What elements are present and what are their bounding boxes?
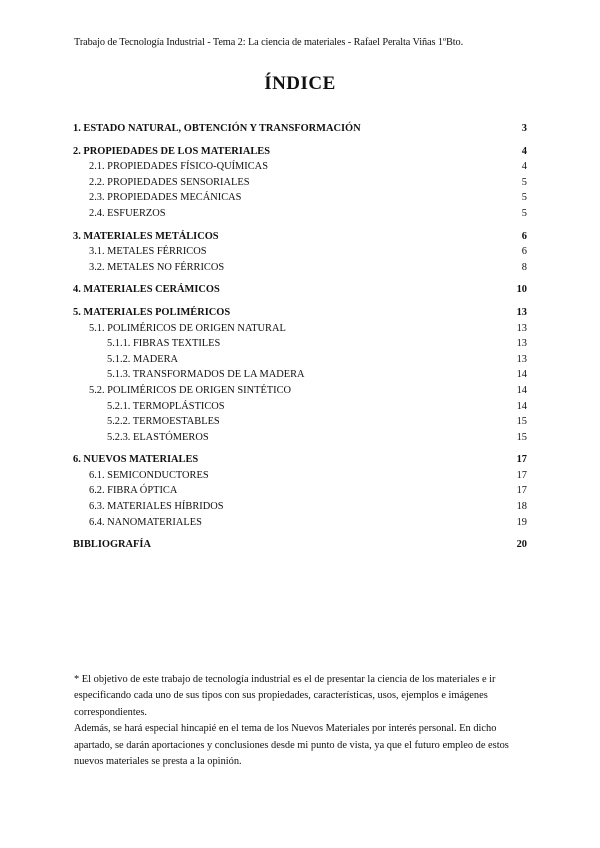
toc-entry-label: 5.1.3. TRANSFORMADOS DE LA MADERA [107, 369, 305, 381]
toc-spacer [73, 530, 527, 537]
toc-entry-label: 5.1.1. FIBRAS TEXTILES [107, 338, 221, 350]
toc-entry[interactable] [73, 206, 527, 222]
toc-entry-label: BIBLIOGRAFÍA [73, 539, 151, 551]
toc-entry-label: 6.4. NANOMATERIALES [89, 516, 202, 528]
toc-entry[interactable] [73, 229, 527, 245]
toc-entry[interactable] [73, 452, 527, 468]
notes-block [74, 672, 529, 770]
toc-entry-page-number: 19 [516, 516, 527, 528]
toc-entry-page-number: 17 [516, 469, 527, 481]
toc-entry[interactable] [73, 537, 527, 553]
page-header: Trabajo de Tecnología Industrial - Tema 2: La ciencia de materiales - Rafael Peralta Viñas 1ºBto. [74, 37, 464, 48]
toc-entry[interactable] [73, 352, 527, 368]
toc-entry[interactable] [73, 499, 527, 515]
toc-entry-page-number: 13 [516, 353, 527, 365]
toc-entry-page-number: 15 [516, 416, 527, 428]
toc-entry-page-number: 10 [516, 284, 527, 296]
toc-entry[interactable] [73, 121, 527, 137]
toc-entry[interactable] [73, 260, 527, 276]
toc-entry[interactable] [73, 282, 527, 298]
toc-spacer [73, 137, 527, 144]
toc-entry[interactable] [73, 244, 527, 260]
toc-entry-page-number: 14 [516, 384, 527, 396]
toc-entry-page-number: 6 [521, 230, 527, 242]
toc-entry-label: 3.2. METALES NO FÉRRICOS [89, 261, 225, 273]
toc-entry-page-number: 13 [516, 338, 527, 350]
toc-entry-page-number: 8 [521, 261, 527, 273]
note-paragraph: * El objetivo de este trabajo de tecnología industrial es el de presentar la ciencia de los materiales e ir especificando cada uno de sus tipos con sus propiedades, características, usos, ejemplos e imágenes correspondientes. [74, 674, 496, 718]
toc-entry-label: 5.1. POLIMÉRICOS DE ORIGEN NATURAL [89, 322, 286, 334]
page-title: ÍNDICE [264, 73, 336, 94]
toc-entry[interactable] [73, 399, 527, 415]
toc-entry-page-number: 13 [516, 322, 527, 334]
toc-entry-label: 2.1. PROPIEDADES FÍSICO-QUÍMICAS [89, 161, 268, 173]
note-paragraph: Además, se hará especial hincapié en el tema de los Nuevos Materiales por interés personal. En dicho apartado, se darán aportaciones y conclusiones desde mi punto de vista, ya que el futuro empleo de estos nuevos materiales se presta a la opinión. [74, 723, 509, 768]
toc-entry-label: 5.2.3. ELASTÓMEROS [107, 431, 209, 443]
toc-entry-label: 5.2. POLIMÉRICOS DE ORIGEN SINTÉTICO [89, 384, 292, 396]
toc-entry-page-number: 17 [516, 454, 527, 466]
toc-entry[interactable] [73, 430, 527, 446]
toc-entry-page-number: 18 [516, 501, 527, 513]
toc-spacer [73, 445, 527, 452]
toc-entry[interactable] [73, 383, 527, 399]
toc-entry-label: 2.3. PROPIEDADES MECÁNICAS [89, 192, 242, 204]
toc-entry-label: 2.4. ESFUERZOS [89, 207, 166, 219]
toc-entry-page-number: 5 [521, 207, 527, 219]
toc-entry[interactable] [73, 483, 527, 499]
toc-entry[interactable] [73, 305, 527, 321]
toc-entry-label: 3. MATERIALES METÁLICOS [73, 230, 219, 242]
toc-spacer [73, 275, 527, 282]
toc-spacer [73, 222, 527, 229]
toc-entry-page-number: 15 [516, 431, 527, 443]
toc-entry[interactable] [73, 367, 527, 383]
toc-entry[interactable] [73, 468, 527, 484]
toc-entry-label: 2.2. PROPIEDADES SENSORIALES [89, 176, 250, 188]
toc-entry-label: 6.2. FIBRA ÓPTICA [89, 485, 178, 497]
toc-entry-label: 3.1. METALES FÉRRICOS [89, 246, 207, 258]
toc-entry-page-number: 20 [516, 539, 527, 551]
toc-entry-label: 5.2.1. TERMOPLÁSTICOS [107, 400, 225, 412]
toc-entry-page-number: 5 [521, 192, 527, 204]
toc-entry-page-number: 17 [516, 485, 527, 497]
toc-entry[interactable] [73, 175, 527, 191]
toc-entry-page-number: 4 [521, 161, 527, 173]
toc-entry-page-number: 5 [521, 176, 527, 188]
toc-entry-page-number: 14 [516, 369, 527, 381]
toc-entry-label: 6.3. MATERIALES HÍBRIDOS [89, 501, 224, 513]
toc-entry[interactable] [73, 336, 527, 352]
toc-entry[interactable] [73, 190, 527, 206]
toc-entry[interactable] [73, 414, 527, 430]
toc-entry[interactable] [73, 321, 527, 337]
toc-entry-label: 1. ESTADO NATURAL, OBTENCIÓN Y TRANSFORMACIÓN [73, 123, 361, 134]
toc-entry-page-number: 4 [521, 145, 527, 157]
toc-entry-page-number: 3 [521, 123, 527, 134]
toc-entry-page-number: 13 [516, 306, 527, 318]
toc-entry-label: 2. PROPIEDADES DE LOS MATERIALES [73, 145, 270, 157]
table-of-contents [73, 121, 527, 553]
toc-entry-label: 6. NUEVOS MATERIALES [73, 454, 199, 466]
toc-entry-label: 5. MATERIALES POLIMÉRICOS [73, 306, 231, 318]
toc-entry-page-number: 14 [516, 400, 527, 412]
toc-entry[interactable] [73, 144, 527, 160]
toc-entry-page-number: 6 [521, 246, 527, 258]
toc-entry-label: 5.2.2. TERMOESTABLES [107, 416, 220, 428]
toc-entry-label: 5.1.2. MADERA [107, 353, 179, 365]
toc-entry[interactable] [73, 159, 527, 175]
toc-spacer [73, 298, 527, 305]
toc-entry-label: 4. MATERIALES CERÁMICOS [73, 284, 220, 296]
toc-entry-label: 6.1. SEMICONDUCTORES [89, 469, 209, 481]
toc-entry[interactable] [73, 515, 527, 531]
